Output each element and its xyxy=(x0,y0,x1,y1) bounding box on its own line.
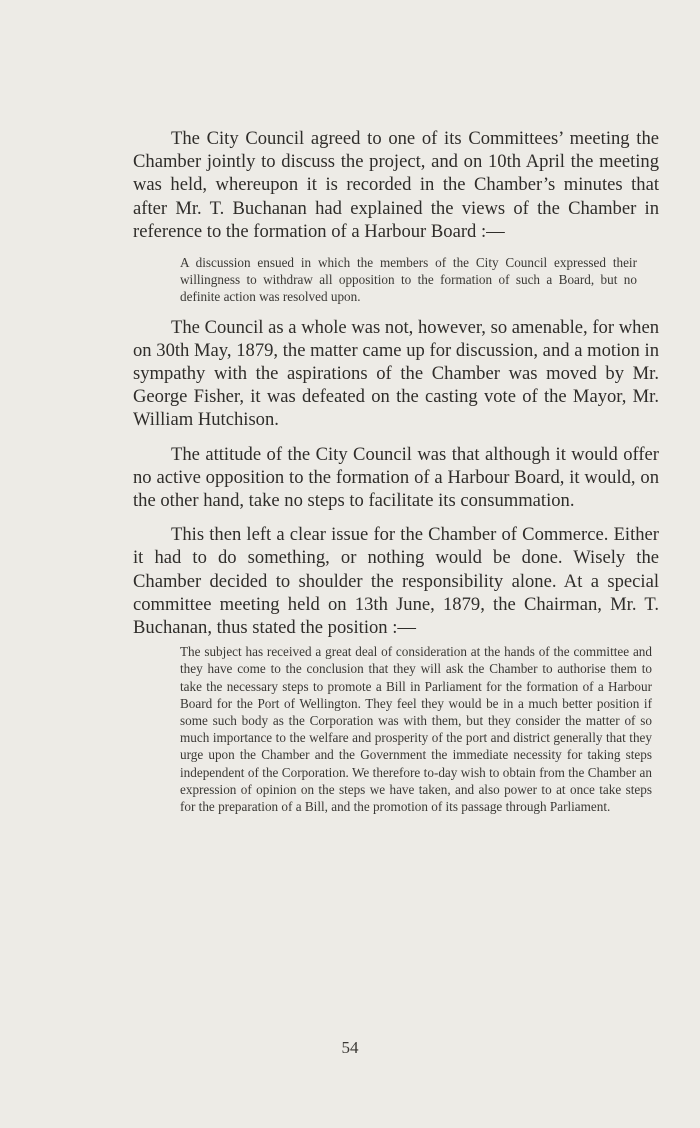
paragraph-council-amenable: The Council as a whole was not, however, so amenable, for when on 30th May, 1879, the matter came up for discussion, and a motion in sympathy with the aspirations of the Chamber was moved by Mr. George Fisher, it was defeated on the casting vote of the Mayor, Mr. William Hutchison. xyxy=(133,316,659,431)
body-text xyxy=(133,127,659,815)
paragraph-council-meeting: The City Council agreed to one of its Committees’ meeting the Chamber jointly to discuss the project, and on 10th April the meeting was held, whereupon it is recorded in the Chamber’s minutes that after Mr. T. Buchanan had explained the views of the Chamber in reference to the formation of a Harbour Board :— xyxy=(133,128,659,242)
paragraph-council-attitude: The attitude of the City Council was that although it would offer no active opposition to the formation of a Harbour Board, it would, on the other hand, take no steps to facilitate its consummation. xyxy=(133,443,659,512)
quote-discussion: A discussion ensued in which the members of the City Council expressed their willingness to withdraw all opposition to the formation of such a Board, but no definite action was resolved upon. xyxy=(180,255,637,305)
quote-chairman-statement: The subject has received a great deal of consideration at the hands of the committee and they have come to the conclusion that they will ask the Chamber to authorise them to take the necessary steps to promote a Bill in Parliament for the formation of a Harbour Board for the Port of Wellington. They feel they would be in a much better position if some such body as the Corporation was with them, but they consider the matter of so much importance to the welfare and prosperity of the port and district generally that they urge upon the Chamber and the Government the immediate necessity for taking steps independent of the Corporation. We therefore to-day wish to obtain from the Chamber an expression of opinion on the steps we have taken, and also power to at once take steps for the preparation of a Bill, and the promotion of its passage through Parliament. xyxy=(180,644,652,815)
page-number: 54 xyxy=(341,1038,359,1057)
paragraph-clear-issue: This then left a clear issue for the Chamber of Commerce. Either it had to do something, or nothing would be done. Wisely the Chamber decided to shoulder the responsibility alone. At a special committee meeting held on 13th June, 1879, the Chairman, Mr. T. Buchanan, thus stated the position :— xyxy=(133,524,659,639)
